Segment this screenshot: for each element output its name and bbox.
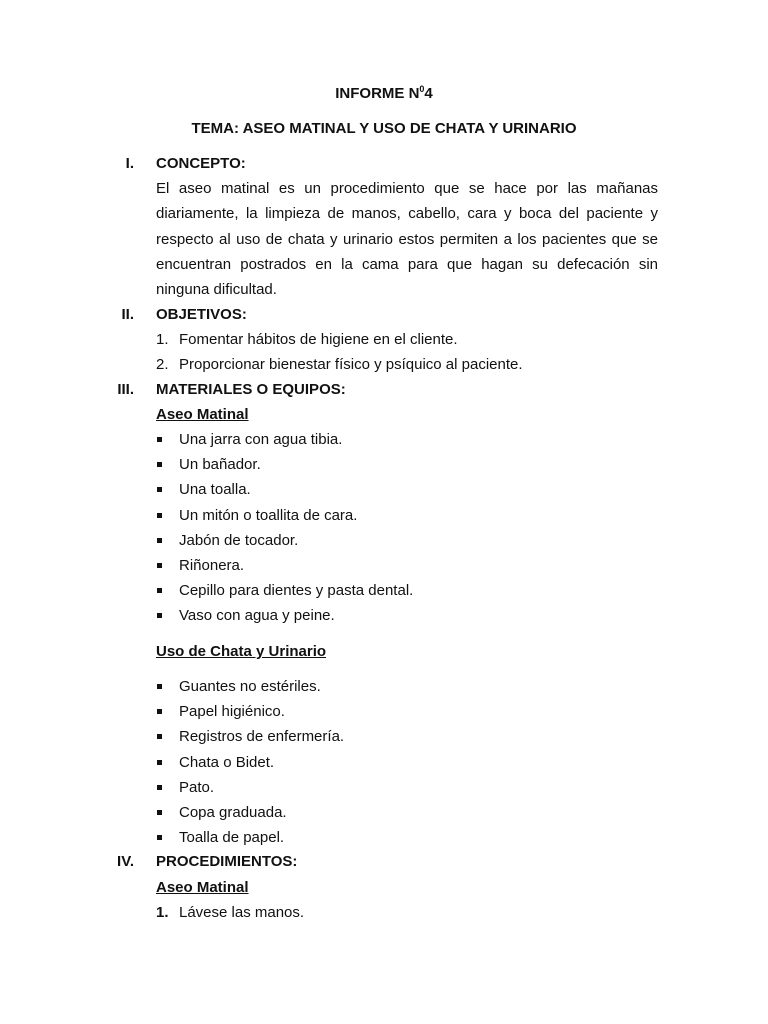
list-item [156,556,413,581]
square-bullet-icon [157,760,162,765]
list-item-text: Lávese las manos. [179,904,305,921]
square-bullet-icon [157,810,162,815]
list-item-text: Vaso con agua y peine. [179,607,335,625]
square-bullet-icon [157,563,162,568]
square-bullet-icon [157,835,162,840]
list-item [156,455,413,480]
list-item-text: Cepillo para dientes y pasta dental. [179,582,414,600]
section-heading-procedimientos: PROCEDIMIENTOS: [156,853,298,870]
list-item [156,480,413,505]
list-item-text: Un bañador. [179,456,261,474]
list-item-text: Papel higiénico. [179,703,285,721]
list-item-text: Riñonera. [179,556,245,574]
list-item [156,606,413,631]
objetivos-list [156,330,523,380]
section-number-materiales: III. [117,381,134,398]
square-bullet-icon [157,588,162,593]
chata-materials-list [156,677,344,853]
list-item-text: Pato. [179,778,215,796]
list-item-text: Registros de enfermería. [179,728,345,746]
list-item [156,531,413,556]
square-bullet-icon [157,538,162,543]
list-item [156,903,304,928]
list-item-text: Guantes no estériles. [179,678,321,695]
list-item-text: Toalla de papel. [179,829,285,847]
list-number: 1. [156,904,169,921]
list-item [156,506,413,531]
section-number-procedimientos: IV. [117,853,134,870]
report-topic: TEMA: ASEO MATINAL Y USO DE CHATA Y URINARIO [191,120,577,137]
list-number: 1. [156,331,169,348]
report-title-superscript: 0 [419,84,425,94]
list-item-text: Copa graduada. [179,803,287,821]
list-item-text: Fomentar hábitos de higiene en el cliente. [179,331,458,348]
list-number: 2. [156,356,169,374]
section-heading-materiales: MATERIALES O EQUIPOS: [156,381,346,398]
square-bullet-icon [157,734,162,739]
subheading-uso-chata: Uso de Chata y Urinario [156,643,327,660]
square-bullet-icon [157,613,162,618]
square-bullet-icon [157,709,162,714]
square-bullet-icon [157,513,162,518]
square-bullet-icon [157,437,162,442]
list-item [156,753,344,778]
report-title-number: 4 [424,85,433,102]
list-item [156,330,523,355]
section-heading-objetivos: OBJETIVOS: [156,306,247,323]
subheading-procedimiento-aseo: Aseo Matinal [156,879,249,896]
list-item [156,430,413,455]
list-item-text: Chata o Bidet. [179,753,275,771]
section-heading-concepto: CONCEPTO: [156,155,246,172]
section-number-concepto: I. [125,155,134,172]
list-item [156,702,344,727]
list-item-text: Proporcionar bienestar físico y psíquico al paciente. [179,356,523,374]
list-item-text: Una jarra con agua tibia. [179,431,343,448]
subheading-aseo-matinal: Aseo Matinal [156,406,249,423]
list-item-text: Jabón de tocador. [179,531,299,549]
list-item [156,803,344,828]
list-item [156,677,344,702]
square-bullet-icon [157,684,162,689]
aseo-materials-list [156,430,413,632]
concepto-paragraph: El aseo matinal es un procedimiento que se hace por las mañanas diariamente, la limpieza de manos, cabello, cara y boca del paciente y respecto al uso de chata y urinario estos permiten a los pacientes que se encuentran postrados en la cama para que hagan su defecación sin ninguna dificultad. [156,180,658,299]
list-item [156,355,523,380]
square-bullet-icon [157,462,162,467]
list-item-text: Una toalla. [179,481,251,499]
list-item-text: Un mitón o toallita de cara. [179,506,358,524]
list-item [156,778,344,803]
procedimientos-list [156,903,304,928]
section-number-objetivos: II. [121,306,134,323]
report-title-text: INFORME N [335,85,420,102]
list-item [156,581,413,606]
report-title [0,84,768,104]
list-item [156,727,344,752]
list-item [156,828,344,853]
square-bullet-icon [157,487,162,492]
square-bullet-icon [157,785,162,790]
